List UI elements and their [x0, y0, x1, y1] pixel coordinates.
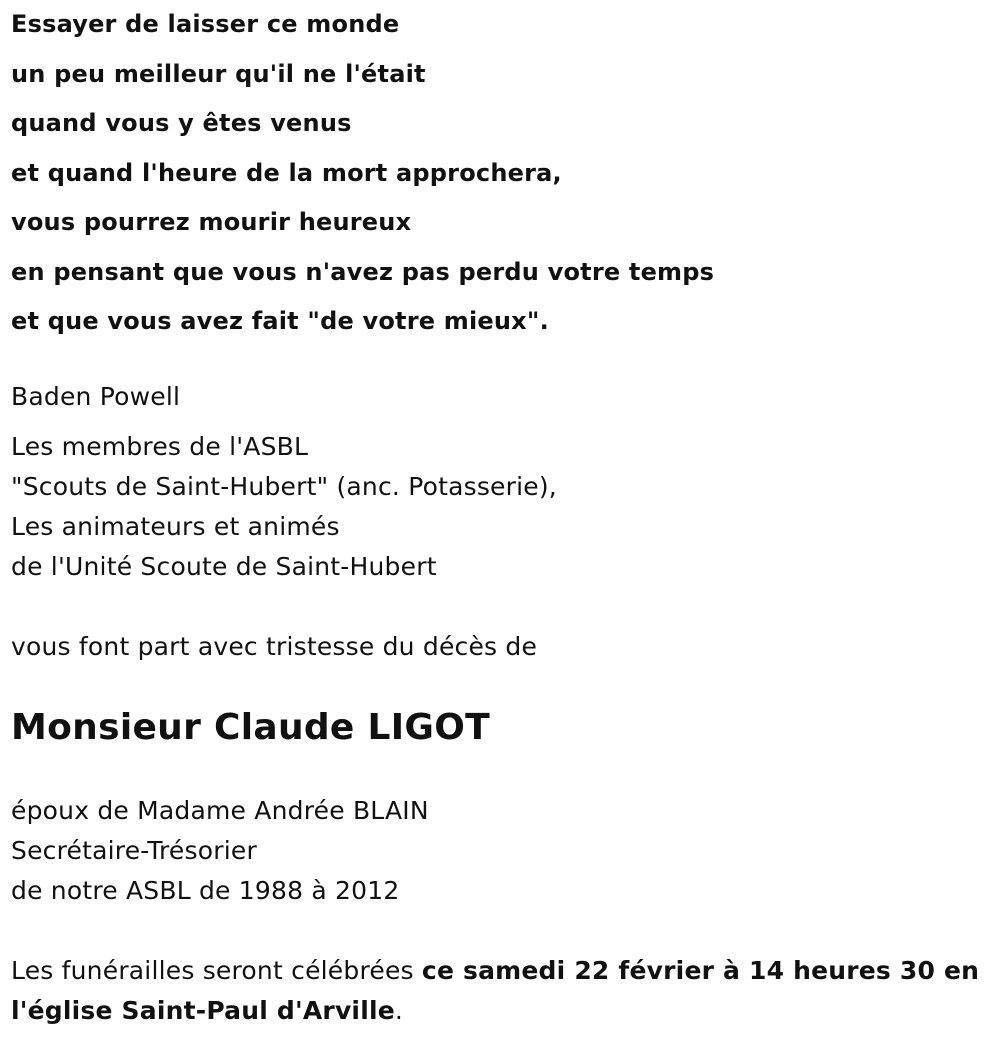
- spacer: [11, 587, 986, 627]
- funeral-when: ce samedi 22 février à 14 heures 30 en: [421, 955, 980, 985]
- funeral-end: .: [394, 995, 404, 1025]
- quote-line: et quand l'heure de la mort approchera,: [11, 158, 562, 187]
- announcer-line: de l'Unité Scoute de Saint-Hubert: [11, 551, 437, 581]
- quote-line: Essayer de laisser ce monde: [11, 10, 400, 38]
- announcer-line: Les membres de l'ASBL: [11, 431, 309, 461]
- announcement-text: vous font part avec tristesse du décès de: [11, 631, 538, 661]
- quote-line: quand vous y êtes venus: [11, 109, 352, 137]
- detail-line: Secrétaire-Trésorier: [11, 835, 257, 865]
- funeral-where: l'église Saint-Paul d'Arville: [11, 995, 395, 1025]
- quote-line: un peu meilleur qu'il ne l'était: [11, 59, 426, 88]
- quote-line: et que vous avez fait "de votre mieux".: [11, 307, 549, 335]
- quote-line: en pensant que vous n'avez pas perdu votre temps: [11, 257, 715, 286]
- funeral-info: [11, 951, 986, 1031]
- announcer-line: "Scouts de Saint-Hubert" (anc. Potasserie),: [11, 471, 557, 501]
- obituary-document: [11, 0, 986, 1031]
- quote-line: vous pourrez mourir heureux: [11, 208, 412, 236]
- funeral-intro: Les funérailles seront célébrées: [11, 955, 422, 985]
- details-block: [11, 791, 986, 911]
- quote-block: [11, 0, 986, 347]
- announcers-block: [11, 427, 986, 587]
- detail-line: époux de Madame Andrée BLAIN: [11, 795, 429, 825]
- announcer-line: Les animateurs et animés: [11, 511, 340, 541]
- quote-author: Baden Powell: [11, 381, 181, 411]
- deceased-name: Monsieur Claude LIGOT: [11, 706, 491, 748]
- detail-line: de notre ASBL de 1988 à 2012: [11, 875, 400, 905]
